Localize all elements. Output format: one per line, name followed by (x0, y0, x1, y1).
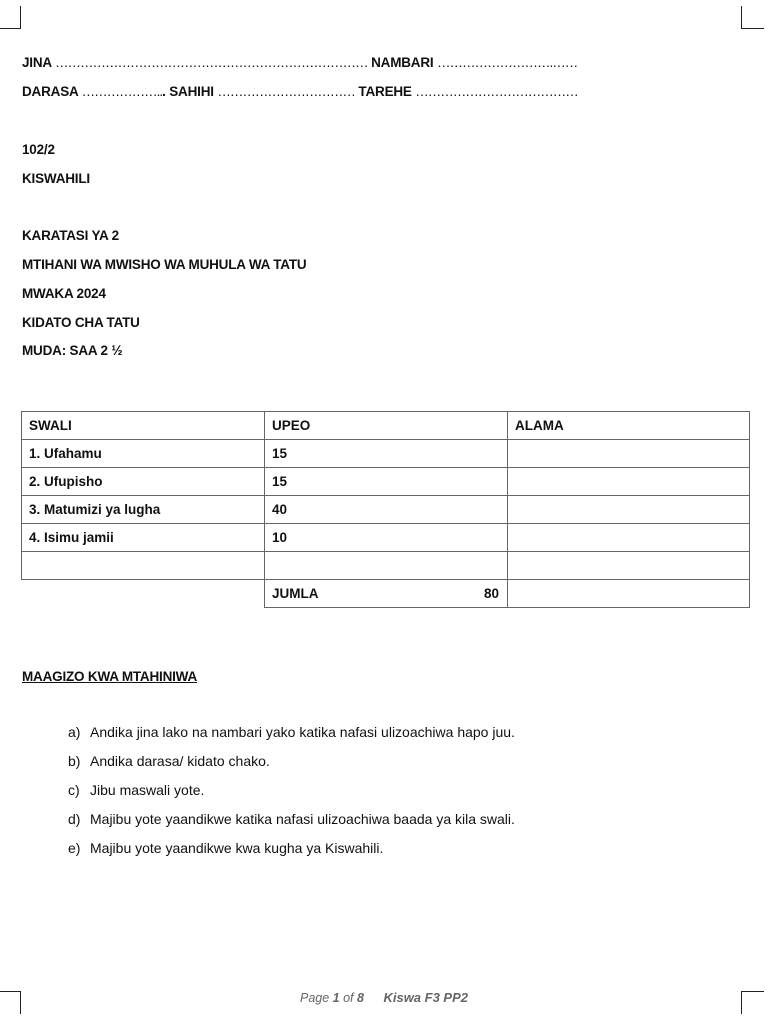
list-marker: c) (68, 782, 80, 798)
table-row (22, 496, 750, 524)
footer-page-total: 8 (357, 991, 364, 1005)
list-text: Andika jina lako na nambari yako katika nafasi ulizoachiwa hapo juu. (90, 724, 515, 740)
total-value: 80 (483, 586, 499, 601)
table-header-row (22, 412, 750, 440)
list-item (68, 724, 515, 753)
footer-of-word: of (343, 991, 354, 1005)
table-header-swali: SWALI (22, 412, 265, 440)
list-item (68, 782, 515, 811)
swali-cell: 4. Isimu jamii (22, 524, 265, 552)
sahihi-field[interactable]: …………………………… (217, 84, 355, 99)
list-item (68, 811, 515, 840)
table-row (22, 440, 750, 468)
crop-mark-top-right (741, 6, 764, 29)
footer-doc-code: Kiswa F3 PP2 (383, 990, 469, 1005)
darasa-label: DARASA (22, 84, 79, 99)
marks-table (21, 411, 750, 608)
exam-year: MWAKA 2024 (22, 286, 106, 301)
header-line-1 (22, 55, 577, 70)
darasa-field[interactable]: ……………….. (81, 84, 163, 99)
list-item (68, 840, 515, 869)
list-text: Andika darasa/ kidato chako. (90, 753, 270, 769)
nambari-field[interactable]: ……………………….…… (437, 55, 578, 70)
upeo-cell: 15 (265, 468, 508, 496)
alama-cell[interactable] (508, 468, 750, 496)
footer-page-word: Page (299, 991, 330, 1005)
exam-code: 102/2 (22, 142, 55, 157)
upeo-cell: 40 (265, 496, 508, 524)
nambari-label: NAMBARI (371, 55, 434, 70)
list-marker: b) (68, 753, 81, 769)
list-marker: d) (68, 811, 81, 827)
table-header-upeo: UPEO (265, 412, 508, 440)
swali-cell (22, 552, 265, 580)
alama-cell[interactable] (508, 552, 750, 580)
list-marker: e) (68, 840, 81, 856)
swali-cell: 1. Ufahamu (22, 440, 265, 468)
crop-mark-top-left (0, 6, 21, 29)
instructions-title: MAAGIZO KWA MTAHINIWA (22, 669, 198, 684)
alama-cell[interactable] (508, 496, 750, 524)
jina-label: JINA (22, 55, 52, 70)
instructions-list (68, 724, 515, 869)
table-row (22, 524, 750, 552)
table-header-alama: ALAMA (508, 412, 750, 440)
total-label: JUMLA (272, 586, 319, 601)
page-footer (0, 990, 768, 1005)
alama-cell[interactable] (508, 440, 750, 468)
tarehe-label: TAREHE (358, 84, 412, 99)
empty-cell (22, 580, 265, 608)
header-line-2 (22, 84, 578, 99)
exam-title: MTIHANI WA MWISHO WA MUHULA WA TATU (22, 257, 307, 272)
upeo-cell: 10 (265, 524, 508, 552)
table-row (22, 552, 750, 580)
list-marker: a) (68, 724, 81, 740)
swali-cell: 2. Ufupisho (22, 468, 265, 496)
table-total-row (22, 580, 750, 608)
total-alama-cell[interactable] (508, 580, 750, 608)
upeo-cell: 15 (265, 440, 508, 468)
total-cell (265, 580, 508, 608)
exam-class: KIDATO CHA TATU (22, 315, 140, 330)
list-text: Majibu yote yaandikwe katika nafasi ulizoachiwa baada ya kila swali. (90, 811, 515, 827)
alama-cell[interactable] (508, 524, 750, 552)
exam-time: MUDA: SAA 2 ½ (22, 343, 123, 358)
list-text: Majibu yote yaandikwe kwa kugha ya Kiswahili. (90, 840, 384, 856)
list-item (68, 753, 515, 782)
jina-field[interactable]: ………………………………………………………………… (55, 55, 368, 70)
exam-subject: KISWAHILI (22, 171, 90, 186)
swali-cell: 3. Matumizi ya lugha (22, 496, 265, 524)
list-text: Jibu maswali yote. (90, 782, 205, 798)
exam-paper: KARATASI YA 2 (22, 228, 119, 243)
footer-page-number: 1 (332, 991, 340, 1005)
tarehe-field[interactable]: ………………………………… (415, 84, 578, 99)
upeo-cell (265, 552, 508, 580)
sahihi-label: . SAHIHI (162, 84, 214, 99)
table-row (22, 468, 750, 496)
